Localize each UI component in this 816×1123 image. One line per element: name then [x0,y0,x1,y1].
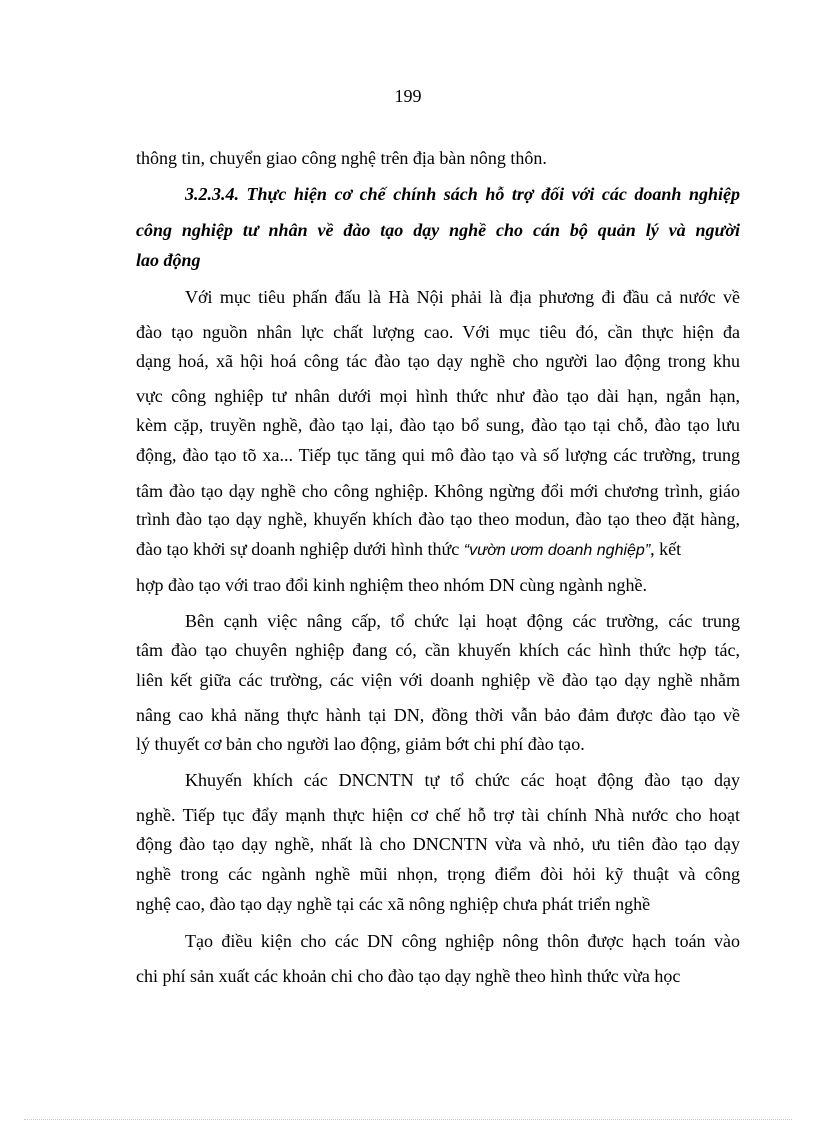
paragraph-line: chi phí sản xuất các khoản chi cho đào tạo dạy nghề theo hình thức vừa học [136,966,681,986]
page-bottom-rule [24,1119,792,1120]
text-line: thông tin, chuyển giao công nghệ trên địa bàn nông thôn. [136,148,547,168]
paragraph-line [136,539,740,561]
paragraph-line: tâm đào tạo dạy nghề cho công nghiệp. Không ngừng đổi mới chương trình, giáo [136,481,740,501]
paragraph-line: động, đào tạo tõ xa... Tiếp tục tăng qui mô đào tạo và số lượng các trường, trung [136,445,740,465]
paragraph-line: Tạo điều kiện cho các DN công nghiệp nông thôn được hạch toán vào [185,931,740,951]
paragraph-line: Với mục tiêu phấn đấu là Hà Nội phải là địa phương đi đầu cả nước về [185,287,740,307]
section-heading: công nghiệp tư nhân về đào tạo dạy nghề cho cán bộ quản lý và người [136,220,740,240]
section-heading: 3.2.3.4. Thực hiện cơ chế chính sách hỗ trợ đối với các doanh nghiệp [185,184,740,204]
paragraph-line: nghề trong các ngành nghề mũi nhọn, trọng điểm đòi hỏi kỹ thuật và công [136,864,740,884]
paragraph-line: đào tạo nguồn nhân lực chất lượng cao. Với mục tiêu đó, cần thực hiện đa [136,322,740,342]
text-segment: , kết [650,539,682,559]
paragraph-line: nghệ cao, đào tạo dạy nghề tại các xã nông nghiệp chưa phát triển nghề [136,894,651,914]
paragraph-line: vực công nghiệp tư nhân dưới mọi hình thức như đào tạo dài hạn, ngắn hạn, [136,386,740,406]
paragraph-line: tâm đào tạo chuyên nghiệp đang có, cần khuyến khích các hình thức hợp tác, [136,640,740,660]
section-heading: lao động [136,250,201,270]
paragraph-line: Bên cạnh việc nâng cấp, tổ chức lại hoạt động các trường, các trung [185,611,740,631]
paragraph-line: trình đào tạo dạy nghề, khuyến khích đào tạo theo modun, đào tạo theo đặt hàng, [136,509,740,529]
paragraph-line: hợp đào tạo với trao đổi kinh nghiệm theo nhóm DN cùng ngành nghề. [136,575,647,595]
paragraph-line: liên kết giữa các trường, các viện với doanh nghiệp về đào tạo dạy nghề nhằm [136,670,740,690]
paragraph-line: động đào tạo dạy nghề, nhất là cho DNCNTN vừa và nhỏ, ưu tiên đào tạo dạy [136,834,740,854]
text-segment: đào tạo khởi sự doanh nghiệp dưới hình thức [136,539,464,559]
paragraph-line: kèm cặp, truyền nghề, đào tạo lại, đào tạo bổ sung, đào tạo tại chỗ, đào tạo lưu [136,415,740,435]
paragraph-line: lý thuyết cơ bản cho người lao động, giảm bớt chi phí đào tạo. [136,734,585,754]
paragraph-line: Khuyến khích các DNCNTN tự tổ chức các hoạt động đào tạo dạy [185,770,740,790]
quoted-phrase: “vườn ươm doanh nghiệp” [463,542,651,559]
paragraph-line: nâng cao khả năng thực hành tại DN, đồng thời vẫn bảo đảm được đào tạo về [136,705,740,725]
page-number: 199 [394,86,422,106]
paragraph-line: nghề. Tiếp tục đẩy mạnh thực hiện cơ chế hỗ trợ tài chính Nhà nước cho hoạt [136,805,740,825]
paragraph-line: dạng hoá, xã hội hoá công tác đào tạo dạy nghề cho người lao động trong khu [136,351,740,371]
